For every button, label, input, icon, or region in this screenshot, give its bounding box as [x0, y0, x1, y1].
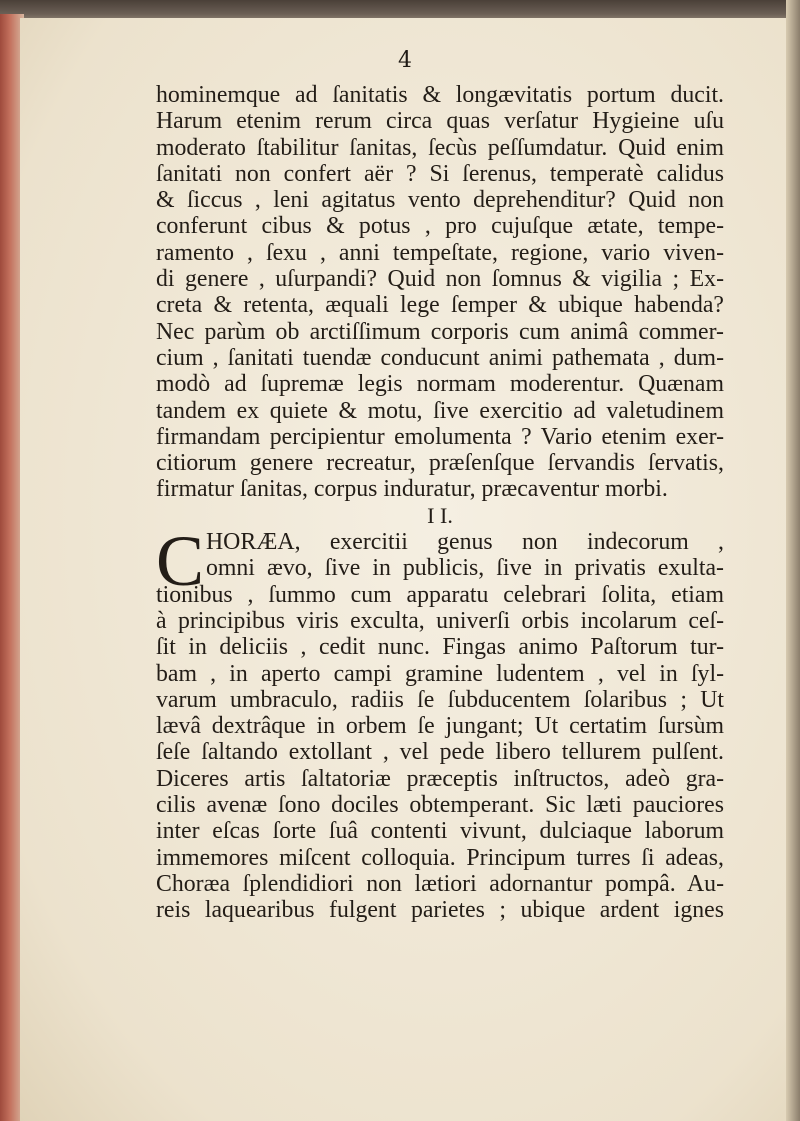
- text-line: varum umbraculo, radiis ſe ſubducentem ſolaribus ; Ut: [156, 686, 724, 713]
- book-top-edge: [0, 0, 800, 20]
- text-line: ſit in deliciis , cedit nunc. Fingas animo Paſtorum tur-: [156, 634, 724, 661]
- text-line: immemores miſcent colloquia. Principum turres ſi adeas,: [156, 844, 724, 871]
- text-line: Harum etenim rerum circa quas verſatur Hygieine uſu: [156, 108, 724, 135]
- text-line: HORÆA, exercitii genus non indecorum ,: [206, 529, 724, 556]
- text-line: hominemque ad ſanitatis & longævitatis portum ducit.: [156, 82, 724, 108]
- dropcap-lines: [156, 529, 724, 582]
- text-line: Nec parùm ob arctiſſimum corporis cum animâ commer-: [156, 318, 724, 345]
- page-text: [156, 82, 724, 924]
- page-number: 4: [398, 48, 412, 73]
- paragraph-choraea: [156, 521, 724, 924]
- text-line: reis laquearibus fulgent parietes ; ubique ardent ignes: [156, 897, 724, 924]
- text-line: firmandam percipientur emolumenta ? Vario etenim exer-: [156, 423, 724, 450]
- text-line: ſeſe ſaltando extollant , vel pede libero tellurem pulſent.: [156, 739, 724, 766]
- text-line: conferunt cibus & potus , pro cujuſque ætate, tempe-: [156, 213, 724, 240]
- text-line: tandem ex quiete & motu, ſive exercitio ad valetudinem: [156, 397, 724, 424]
- text-line: à principibus viris exculta, univerſi orbis incolarum ceſ-: [156, 607, 724, 634]
- text-line: bam , in aperto campi gramine ludentem , vel in ſyl-: [156, 660, 724, 687]
- text-line: ramento , ſexu , anni tempeſtate, regione, vario viven-: [156, 239, 724, 266]
- text-line: creta & retenta, æquali lege ſemper & ubique habenda?: [156, 292, 724, 319]
- text-line: Choræa ſplendidiori non lætiori adornantur pompâ. Au-: [156, 870, 724, 897]
- text-line: inter eſcas ſorte ſuâ contenti vivunt, dulciaque laborum: [156, 818, 724, 845]
- paragraph-top: [156, 82, 724, 503]
- drop-cap: C: [156, 521, 205, 602]
- text-line: ſanitati non confert aër ? Si ſerenus, temperatè calidus: [156, 160, 724, 187]
- paragraph-bottom: [156, 582, 724, 924]
- text-line: & ſiccus , leni agitatus vento deprehenditur? Quid non: [156, 187, 724, 214]
- book-page: [20, 18, 790, 1121]
- text-line: tionibus , ſummo cum apparatu celebrari ſolita, etiam: [156, 581, 724, 608]
- text-line: Diceres artis ſaltatoriæ præceptis inſtructos, adeò gra-: [156, 765, 724, 792]
- text-line: moderato ſtabilitur ſanitas, ſecùs peſſumdatur. Quid enim: [156, 134, 724, 161]
- text-line: citiorum genere recreatur, præſenſque ſervandis ſervatis,: [156, 450, 724, 477]
- text-line: cilis avenæ ſono dociles obtemperant. Sic læti pauciores: [156, 792, 724, 819]
- text-line: omni ævo, ſive in publicis, ſive in privatis exulta-: [206, 555, 724, 582]
- page-edge: [786, 0, 800, 1121]
- text-line: cium , ſanitati tuendæ conducunt animi pathemata , dum-: [156, 344, 724, 371]
- text-line: modò ad ſupremæ legis normam moderentur. Quænam: [156, 371, 724, 398]
- text-line: di genere , uſurpandi? Quid non ſomnus & vigilia ; Ex-: [156, 266, 724, 293]
- text-line: lævâ dextrâque in orbem ſe jungant; Ut certatim ſursùm: [156, 713, 724, 740]
- section-number: I I.: [427, 502, 453, 528]
- text-line: firmatur ſanitas, corpus induratur, præcaventur morbi.: [156, 476, 668, 503]
